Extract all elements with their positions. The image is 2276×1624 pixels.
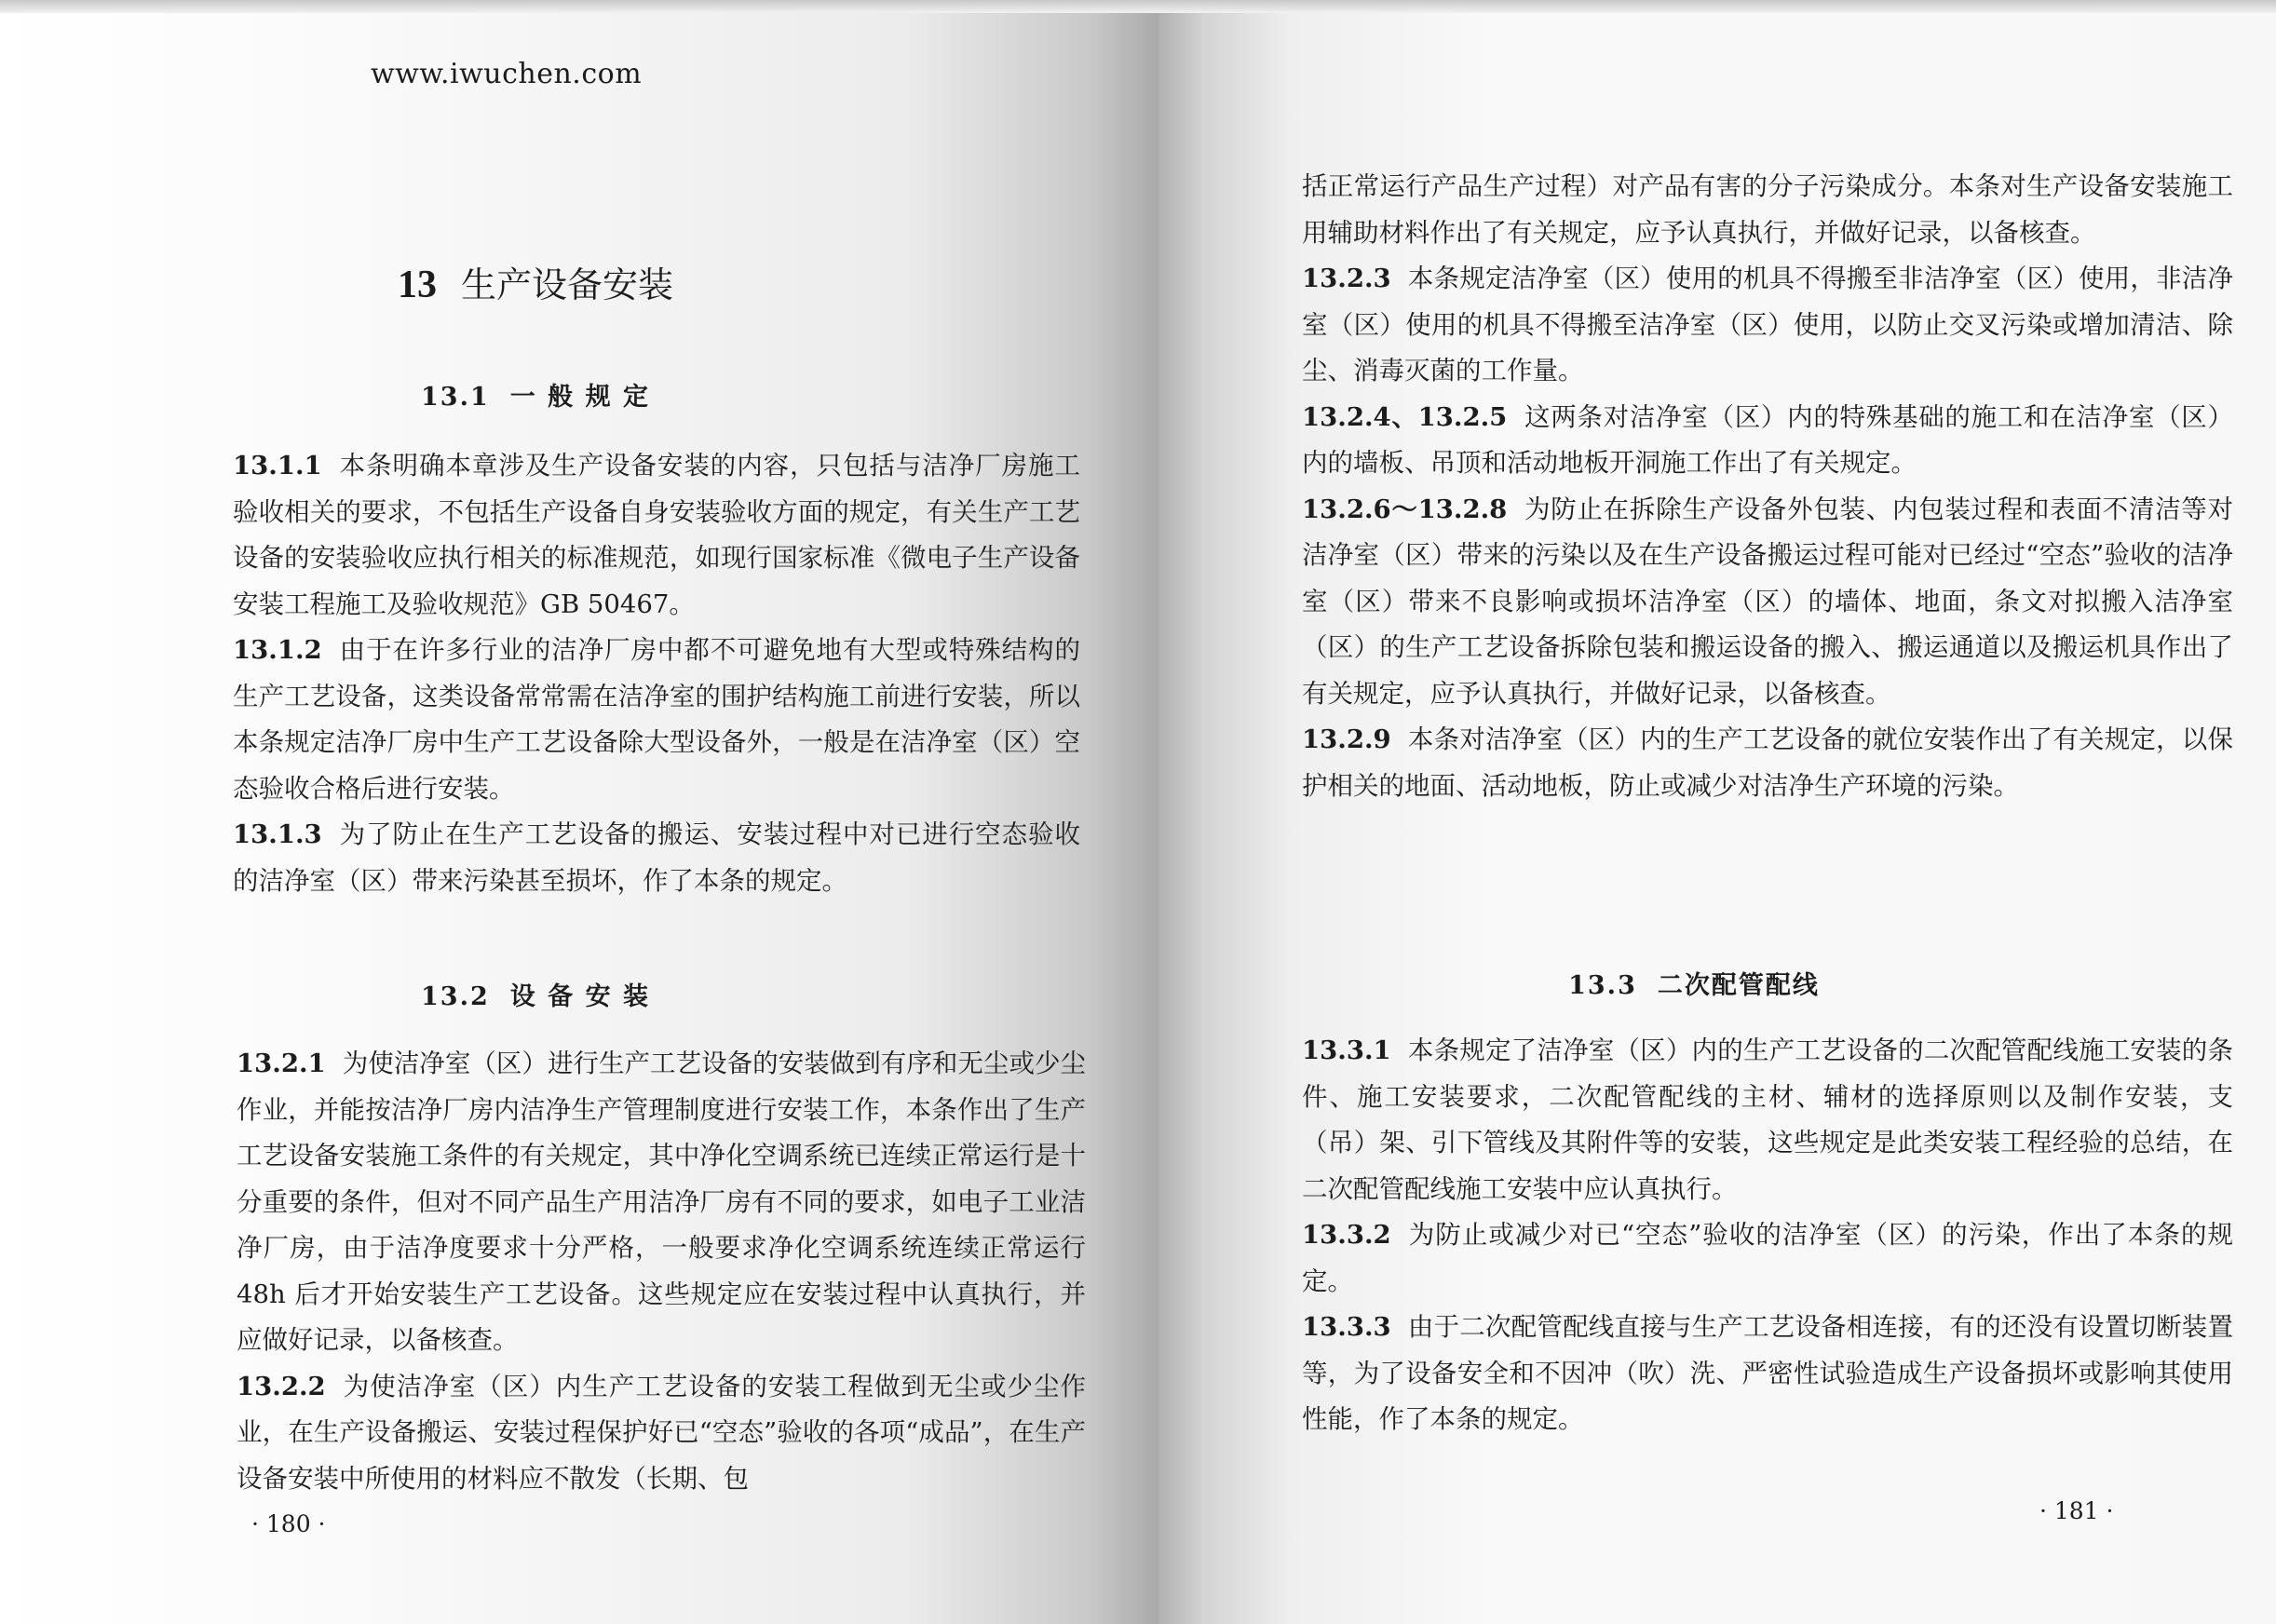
clause-13-2-6-8: 13.2.6～13.2.8 为防止在拆除生产设备外包装、内包装过程和表面不清洁等对洁净室（区）带来的污染以及在生产设备搬运过程可能对已经过“空态”验收的洁净室（区）带来不良影响或损坏洁净室（区）的墙体、地面，条文对拟搬入洁净室（区）的生产工艺设备拆除包装和搬运设备的搬入、搬运通道以及搬运机具作出了有关规定，应予认真执行，并做好记录，以备核查。 <box>1302 494 2233 709</box>
clause-13-1-1: 13.1.1 本条明确本章涉及生产设备安装的内容，只包括与洁净厂房施工验收相关的要求，不包括生产设备自身安装验收方面的规定，有关生产工艺设备的安装验收应执行相关的标准规范，如现行国家标准《微电子生产设备安装工程施工及验收规范》GB 50467。 <box>233 451 1080 619</box>
page-number-right: · 181 · <box>2039 1497 2114 1524</box>
clause-13-1-3: 13.1.3 为了防止在生产工艺设备的搬运、安装过程中对已进行空态验收的洁净室（区）带来污染甚至损坏，作了本条的规定。 <box>233 819 1080 896</box>
section-heading-13-2: 13.2 设 备 安 装 <box>421 982 650 1011</box>
page-top-edge <box>0 0 1158 13</box>
clause-13-2-4-5: 13.2.4、13.2.5 这两条对洁净室（区）内的特殊基础的施工和在洁净室（区）内的墙板、吊顶和活动地板开洞施工作出了有关规定。 <box>1302 401 2233 478</box>
clause-13-3-3: 13.3.3 由于二次配管配线直接与生产工艺设备相连接，有的还没有设置切断装置等，为了设备安全和不因冲（吹）洗、严密性试验造成生产设备损坏或影响其使用性能，作了本条的规定。 <box>1302 1312 2233 1434</box>
watermark-url: www.iwuchen.com <box>371 58 643 90</box>
chapter-title <box>0 256 1071 307</box>
right-page <box>1158 0 2276 1624</box>
section-13-2-body-right <box>1302 164 2233 809</box>
clause-13-3-1: 13.3.1 本条规定了洁净室（区）内的生产工艺设备的二次配管配线施工安装的条件、施工安装要求，二次配管配线的主材、辅材的选择原则以及制作安装，支（吊）架、引下管线及其附件等的安装，这些规定是此类安装工程经验的总结，在二次配管配线施工安装中应认真执行。 <box>1302 1035 2233 1204</box>
section-13-1-body <box>233 443 1080 904</box>
clause-13-1-2: 13.1.2 由于在许多行业的洁净厂房中都不可避免地有大型或特殊结构的生产工艺设备，这类设备常常需在洁净室的围护结构施工前进行安装，所以本条规定洁净厂房中生产工艺设备除大型设备外，一般是在洁净室（区）空态验收合格后进行安装。 <box>233 635 1080 804</box>
page-number-left: · 180 · <box>251 1510 326 1537</box>
clause-13-2-1: 13.2.1 为使洁净室（区）进行生产工艺设备的安装做到有序和无尘或少尘作业，并能按洁净厂房内洁净生产管理制度进行安装工作，本条作出了生产工艺设备安装施工条件的有关规定，其中净化空调系统已连续正常运行是十分重要的条件，但对不同产品生产用洁净厂房有不同的要求，如电子工业洁净厂房，由于洁净度要求十分严格，一般要求净化空调系统连续正常运行 48h 后才开始安装生产工艺设备。这些规定应在安装过程中认真执行，并应做好记录，以备核查。 <box>237 1049 1086 1355</box>
clause-13-2-2: 13.2.2 为使洁净室（区）内生产工艺设备的安装工程做到无尘或少尘作业，在生产设备搬运、安装过程保护好已“空态”验收的各项“成品”，在生产设备安装中所使用的材料应不散发（长期、包 <box>237 1371 1086 1494</box>
clause-13-2-3: 13.2.3 本条规定洁净室（区）使用的机具不得搬至非洁净室（区）使用，非洁净室（区）使用的机具不得搬至洁净室（区）使用，以防止交叉污染或增加清洁、除尘、消毒灭菌的工作量。 <box>1302 264 2233 386</box>
section-13-2-body-left <box>237 1041 1086 1502</box>
section-heading-13-3: 13.3 二次配管配线 <box>1568 971 1820 1000</box>
chapter-name: 生产设备安装 <box>460 264 673 305</box>
clause-13-2-2-continued: 括正常运行产品生产过程）对产品有害的分子污染成分。本条对生产设备安装施工用辅助材料作出了有关规定，应予认真执行，并做好记录，以备核查。 <box>1302 171 2233 248</box>
section-13-3-body <box>1302 1028 2233 1443</box>
clause-13-3-2: 13.3.2 为防止或减少对已“空态”验收的洁净室（区）的污染，作出了本条的规定。 <box>1302 1220 2233 1296</box>
chapter-number: 13 <box>397 264 437 306</box>
clause-13-2-9: 13.2.9 本条对洁净室（区）内的生产工艺设备的就位安装作出了有关规定，以保护相关的地面、活动地板，防止或减少对洁净生产环境的污染。 <box>1302 724 2233 801</box>
section-heading-13-1: 13.1 一 般 规 定 <box>421 383 650 412</box>
page-top-edge <box>1158 0 2276 13</box>
